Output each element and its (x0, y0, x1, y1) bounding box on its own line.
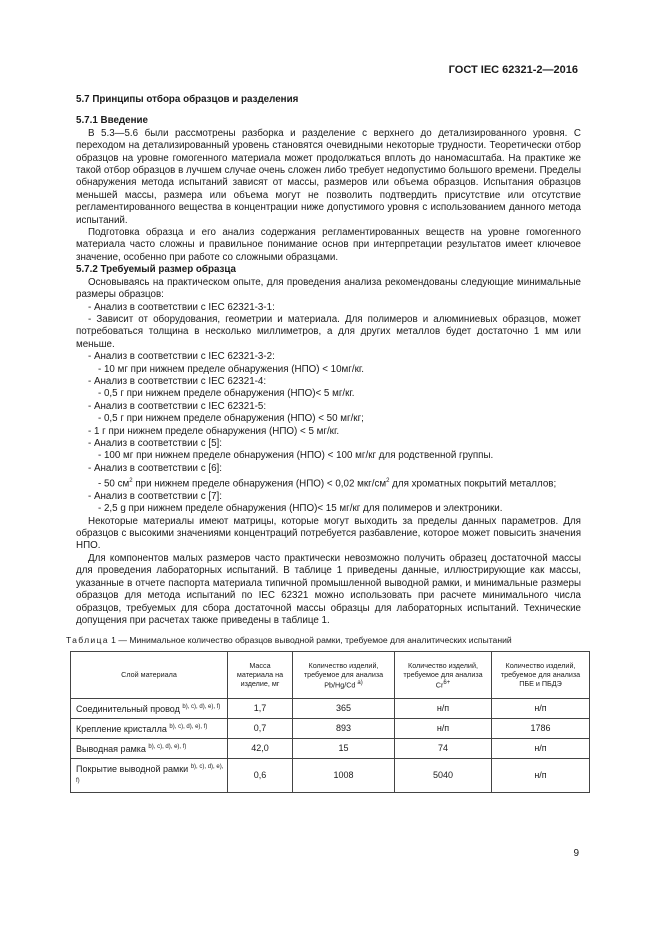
list-item: - 0,5 г при нижнем пределе обнаружения (НПО)< 5 мг/кг. (98, 388, 355, 400)
cell-pb-hg-cd (293, 758, 395, 792)
footnote-ref: b), c), d), e), f) (182, 704, 221, 711)
footnote-ref: b), c), d), e), f) (169, 724, 208, 731)
cell-text: 1786 (530, 723, 551, 734)
cell-text: 0,7 (253, 723, 267, 734)
list-item: - Анализ в соответствии с IEC 62321-3-1: (88, 301, 275, 313)
list-item: - 100 мг при нижнем пределе обнаружения (НПО) < 100 мг/кг для родственной группы. (98, 450, 494, 462)
list-item-text: для хроматных покрытий металлов; (389, 478, 557, 490)
list-item: - Анализ в соответствии с [6]: (88, 462, 222, 474)
table-row (71, 698, 590, 718)
superscript: 2 (386, 478, 390, 485)
subsection-title-introduction: 5.7.1 Введение (76, 115, 148, 127)
cell-text: 893 (335, 723, 352, 734)
list-item-text: - 50 см (98, 478, 130, 490)
list-item: - 0,5 г при нижнем пределе обнаружения (НПО) < 50 мг/кг; (98, 413, 364, 425)
table-caption (66, 634, 581, 646)
table-row (71, 738, 590, 758)
cell-layer (71, 738, 228, 758)
table-row (71, 758, 590, 792)
list-item: - 10 мг при нижнем пределе обнаружения (НПО) < 10мг/кг. (98, 363, 364, 375)
cell-text: 365 (335, 703, 352, 714)
list-item: - 2,5 g при нижнем пределе обнаружения (НПО)< 15 мг/кг для полимеров и электроники. (98, 503, 503, 515)
cell-text: 15 (338, 743, 349, 754)
column-header-layer: Слой материала (71, 651, 228, 698)
cell-text: 74 (437, 743, 448, 754)
column-header-mass: Масса материала на изделие, мг (228, 651, 293, 698)
cell-cr6 (395, 698, 492, 718)
cell-text: Соединительный провод (76, 704, 180, 715)
list-item: - 1 г при нижнем пределе обнаружения (НПО) < 5 мг/кг. (88, 425, 340, 437)
cell-text: н/п (534, 743, 547, 754)
list-item: - Анализ в соответствии с [7]: (88, 490, 222, 502)
cell-text: 0,6 (253, 769, 267, 780)
subsection-title-sample-size: 5.7.2 Требуемый размер образца (76, 264, 236, 276)
list-item: - Анализ в соответствии с [5]: (88, 437, 222, 449)
cell-text: 42,0 (251, 743, 269, 754)
cell-text: Покрытие выводной рамки (76, 763, 189, 774)
header-text: Количество изделий, требуемое для анализа Cr (403, 660, 483, 689)
cell-mass (228, 698, 293, 718)
paragraph: Для компонентов малых размеров часто практически невозможно получить образец достаточной массы для проведения лабораторных испытаний. В таблице 1 приведены данные, иллюстрирующие как массы, указанные в отчете паспорта материала типичной промышленной выводной рамки, и минимальные размеры образцов для метода испытаний по IEC 62321 можно использовать при расчете минимального числа образцов, требуемых для сбора достаточной массы образцы для лабораторных испытаний. Технические допущения при расчетах также приведены в таблице 1. (76, 552, 581, 626)
sample-count-table (70, 651, 590, 793)
paragraph: Некоторые материалы имеют матрицы, которые могут выходить за пределы данных параметров. Для образцов с высокими значениями концентраций потребуется разбавление, которое может повысить значения НПО. (76, 515, 581, 552)
cell-mass (228, 718, 293, 738)
footnote-ref: b), c), d), e), f) (76, 763, 224, 785)
superscript: 6+ (443, 679, 451, 686)
cell-text: 1,7 (253, 703, 267, 714)
footnote-ref: a) (357, 679, 363, 686)
list-item: - Анализ в соответствии с IEC 62321-5: (88, 400, 267, 412)
cell-mass (228, 758, 293, 792)
footnote-ref: b), c), d), e), f) (148, 744, 187, 751)
cell-pb-hg-cd (293, 698, 395, 718)
table-header-row (71, 651, 590, 698)
cell-cr6 (395, 738, 492, 758)
cell-layer (71, 698, 228, 718)
section-title: 5.7 Принципы отбора образцов и разделения (76, 94, 299, 105)
paragraph: Подготовка образца и его анализ содержания регламентированных веществ на уровне гомогенного материала часто сложны и правильное понимание основ при интерпретации результатов имеет ключевое значение, особенно при работе со сложными образцами. (76, 227, 581, 263)
cell-text: Крепление кристалла (76, 724, 167, 735)
column-header-pbb-pbde: Количество изделий, требуемое для анализа ПБЕ и ПБДЭ (492, 651, 590, 698)
column-header-pb-hg-cd (293, 651, 395, 698)
page-number: 9 (573, 848, 579, 859)
cell-text: н/п (534, 769, 547, 780)
header-text: Количество изделий, требуемое для анализа Pb/Hg/Cd (303, 660, 384, 689)
column-header-cr6 (395, 651, 492, 698)
cell-pb-hg-cd (293, 718, 395, 738)
cell-text: 5040 (432, 769, 454, 780)
cell-pbb-pbde (492, 718, 590, 738)
cell-cr6 (395, 718, 492, 738)
table-row (71, 718, 590, 738)
standard-code-header: ГОСТ IEC 62321-2—2016 (448, 64, 578, 76)
paragraph: Основываясь на практическом опыте, для проведения анализа рекомендованы следующие минимальные размеры образцов: (76, 276, 581, 301)
cell-pb-hg-cd (293, 738, 395, 758)
cell-text: н/п (534, 703, 547, 714)
list-item (76, 475, 581, 491)
cell-pbb-pbde (492, 698, 590, 718)
cell-pbb-pbde (492, 738, 590, 758)
superscript: 2 (129, 478, 133, 485)
cell-pbb-pbde (492, 758, 590, 792)
cell-layer (71, 718, 228, 738)
list-item: - Зависит от оборудования, геометрии и материала. Для полимеров и алюминиевых образцов, может потребоваться толщина в несколько миллиметров, а для других металлов будет достаточно 1 мм или меньше. (76, 313, 581, 350)
table-caption-label: Таблица (66, 635, 109, 646)
cell-text: н/п (436, 703, 450, 714)
list-item-text: при нижнем пределе обнаружения (НПО) < 0,02 мкг/см (132, 478, 387, 490)
list-item: - Анализ в соответствии с IEC 62321-4: (88, 375, 267, 387)
cell-text: 1008 (333, 769, 354, 780)
cell-layer (71, 758, 228, 792)
table-caption-text: 1 — Минимальное количество образцов выводной рамки, требуемое для аналитических испытаний (108, 635, 512, 646)
page-content (66, 94, 581, 793)
paragraph: В 5.3—5.6 были рассмотрены разборка и разделение с верхнего до детализированного уровня. С переходом на детализированный уровень становятся очевидными некоторые трудности. Теоретически отбор образцов на уровне гомогенного материала может продолжаться вплоть до наномасштаба. На практике же такой отбор образцов в лучшем случае очень сложен либо требует недопустимо большого времени. Пределы обнаружения метода испытаний зависят от массы, размеров или объема образцов. Испытания образцов меньшей массы, размера или объема могут не позволить подтвердить присутствие или отсутствие регламентированного вещества в концентрации ниже допустимого уровня с использованием данного метода испытаний. (76, 127, 581, 226)
list-item: - Анализ в соответствии с IEC 62321-3-2: (88, 351, 275, 363)
cell-text: Выводная рамка (76, 744, 146, 755)
cell-cr6 (395, 758, 492, 792)
cell-mass (228, 738, 293, 758)
cell-text: н/п (436, 723, 450, 734)
